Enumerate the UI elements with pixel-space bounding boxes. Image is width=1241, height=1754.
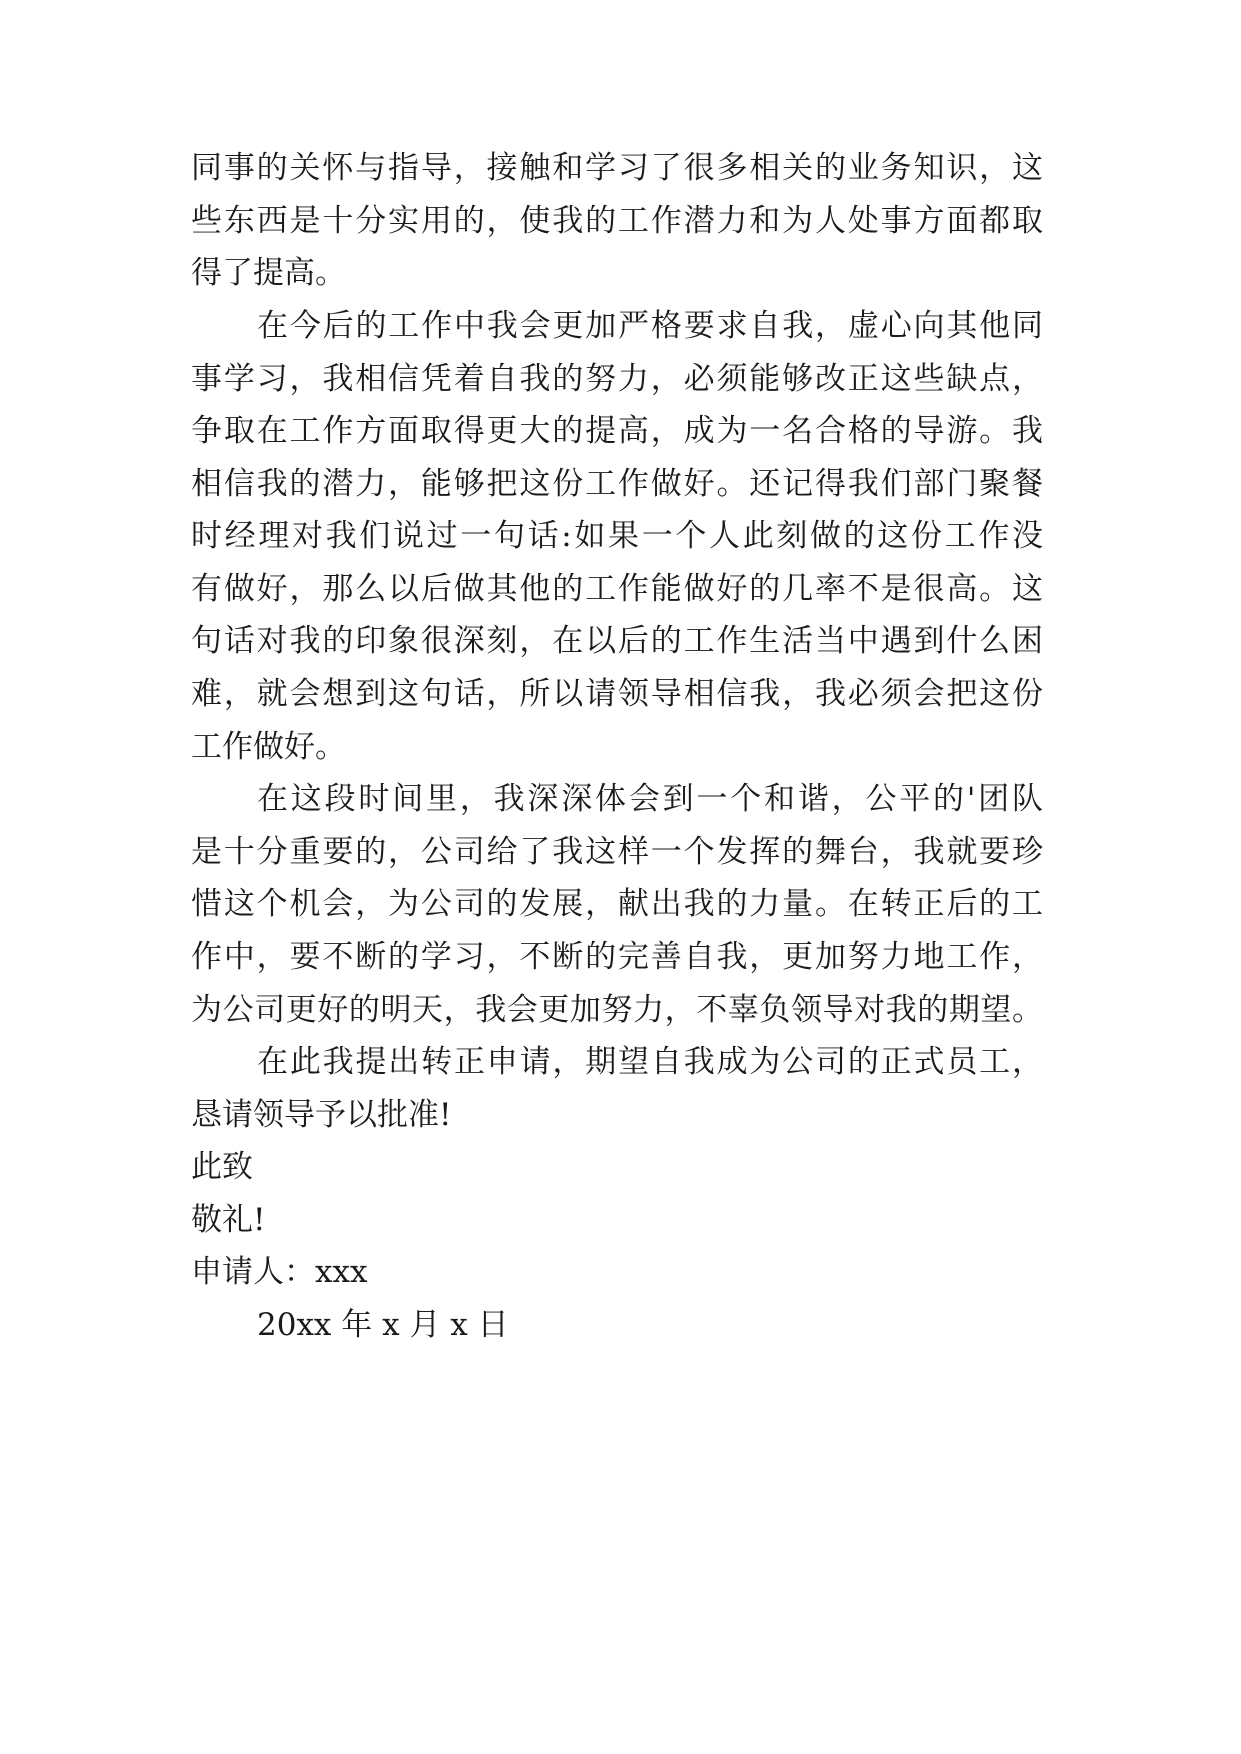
text-line: 时经理对我们说过一句话:如果一个人此刻做的这份工作没 — [191, 518, 1043, 554]
date-line: 20xx 年 x 月 x 日 — [257, 1307, 509, 1343]
text-line: 句话对我的印象很深刻，在以后的工作生活当中遇到什么困 — [191, 623, 1043, 659]
text-line: 事学习，我相信凭着自我的努力，必须能够改正这些缺点， — [191, 361, 1043, 397]
text-line: 是十分重要的，公司给了我这样一个发挥的舞台，我就要珍 — [191, 834, 1043, 870]
text-line: 在今后的工作中我会更加严格要求自我，虚心向其他同 — [257, 308, 1043, 344]
text-line: 争取在工作方面取得更大的提高，成为一名合格的导游。我 — [191, 413, 1043, 449]
text-line: 相信我的潜力，能够把这份工作做好。还记得我们部门聚餐 — [191, 466, 1043, 502]
salutation-line: 此致 — [191, 1149, 253, 1185]
text-line: 同事的关怀与指导，接触和学习了很多相关的业务知识，这 — [191, 150, 1043, 186]
salutation-line: 敬礼! — [191, 1202, 266, 1238]
text-line: 恳请领导予以批准! — [191, 1097, 452, 1133]
text-line: 在这段时间里，我深深体会到一个和谐，公平的'团队 — [257, 781, 1043, 817]
text-line: 为公司更好的明天，我会更加努力，不辜负领导对我的期望。 — [191, 992, 1043, 1028]
applicant-line: 申请人：xxx — [191, 1254, 368, 1290]
text-line: 些东西是十分实用的，使我的工作潜力和为人处事方面都取 — [191, 203, 1043, 239]
text-line: 在此我提出转正申请，期望自我成为公司的正式员工， — [257, 1044, 1043, 1080]
text-line: 难，就会想到这句话，所以请领导相信我，我必须会把这份 — [191, 676, 1043, 712]
text-line: 作中，要不断的学习，不断的完善自我，更加努力地工作， — [191, 939, 1043, 975]
text-line: 惜这个机会，为公司的发展，献出我的力量。在转正后的工 — [191, 886, 1043, 922]
text-line: 工作做好。 — [191, 729, 346, 765]
text-line: 有做好，那么以后做其他的工作能做好的几率不是很高。这 — [191, 571, 1043, 607]
text-line: 得了提高。 — [191, 255, 346, 291]
